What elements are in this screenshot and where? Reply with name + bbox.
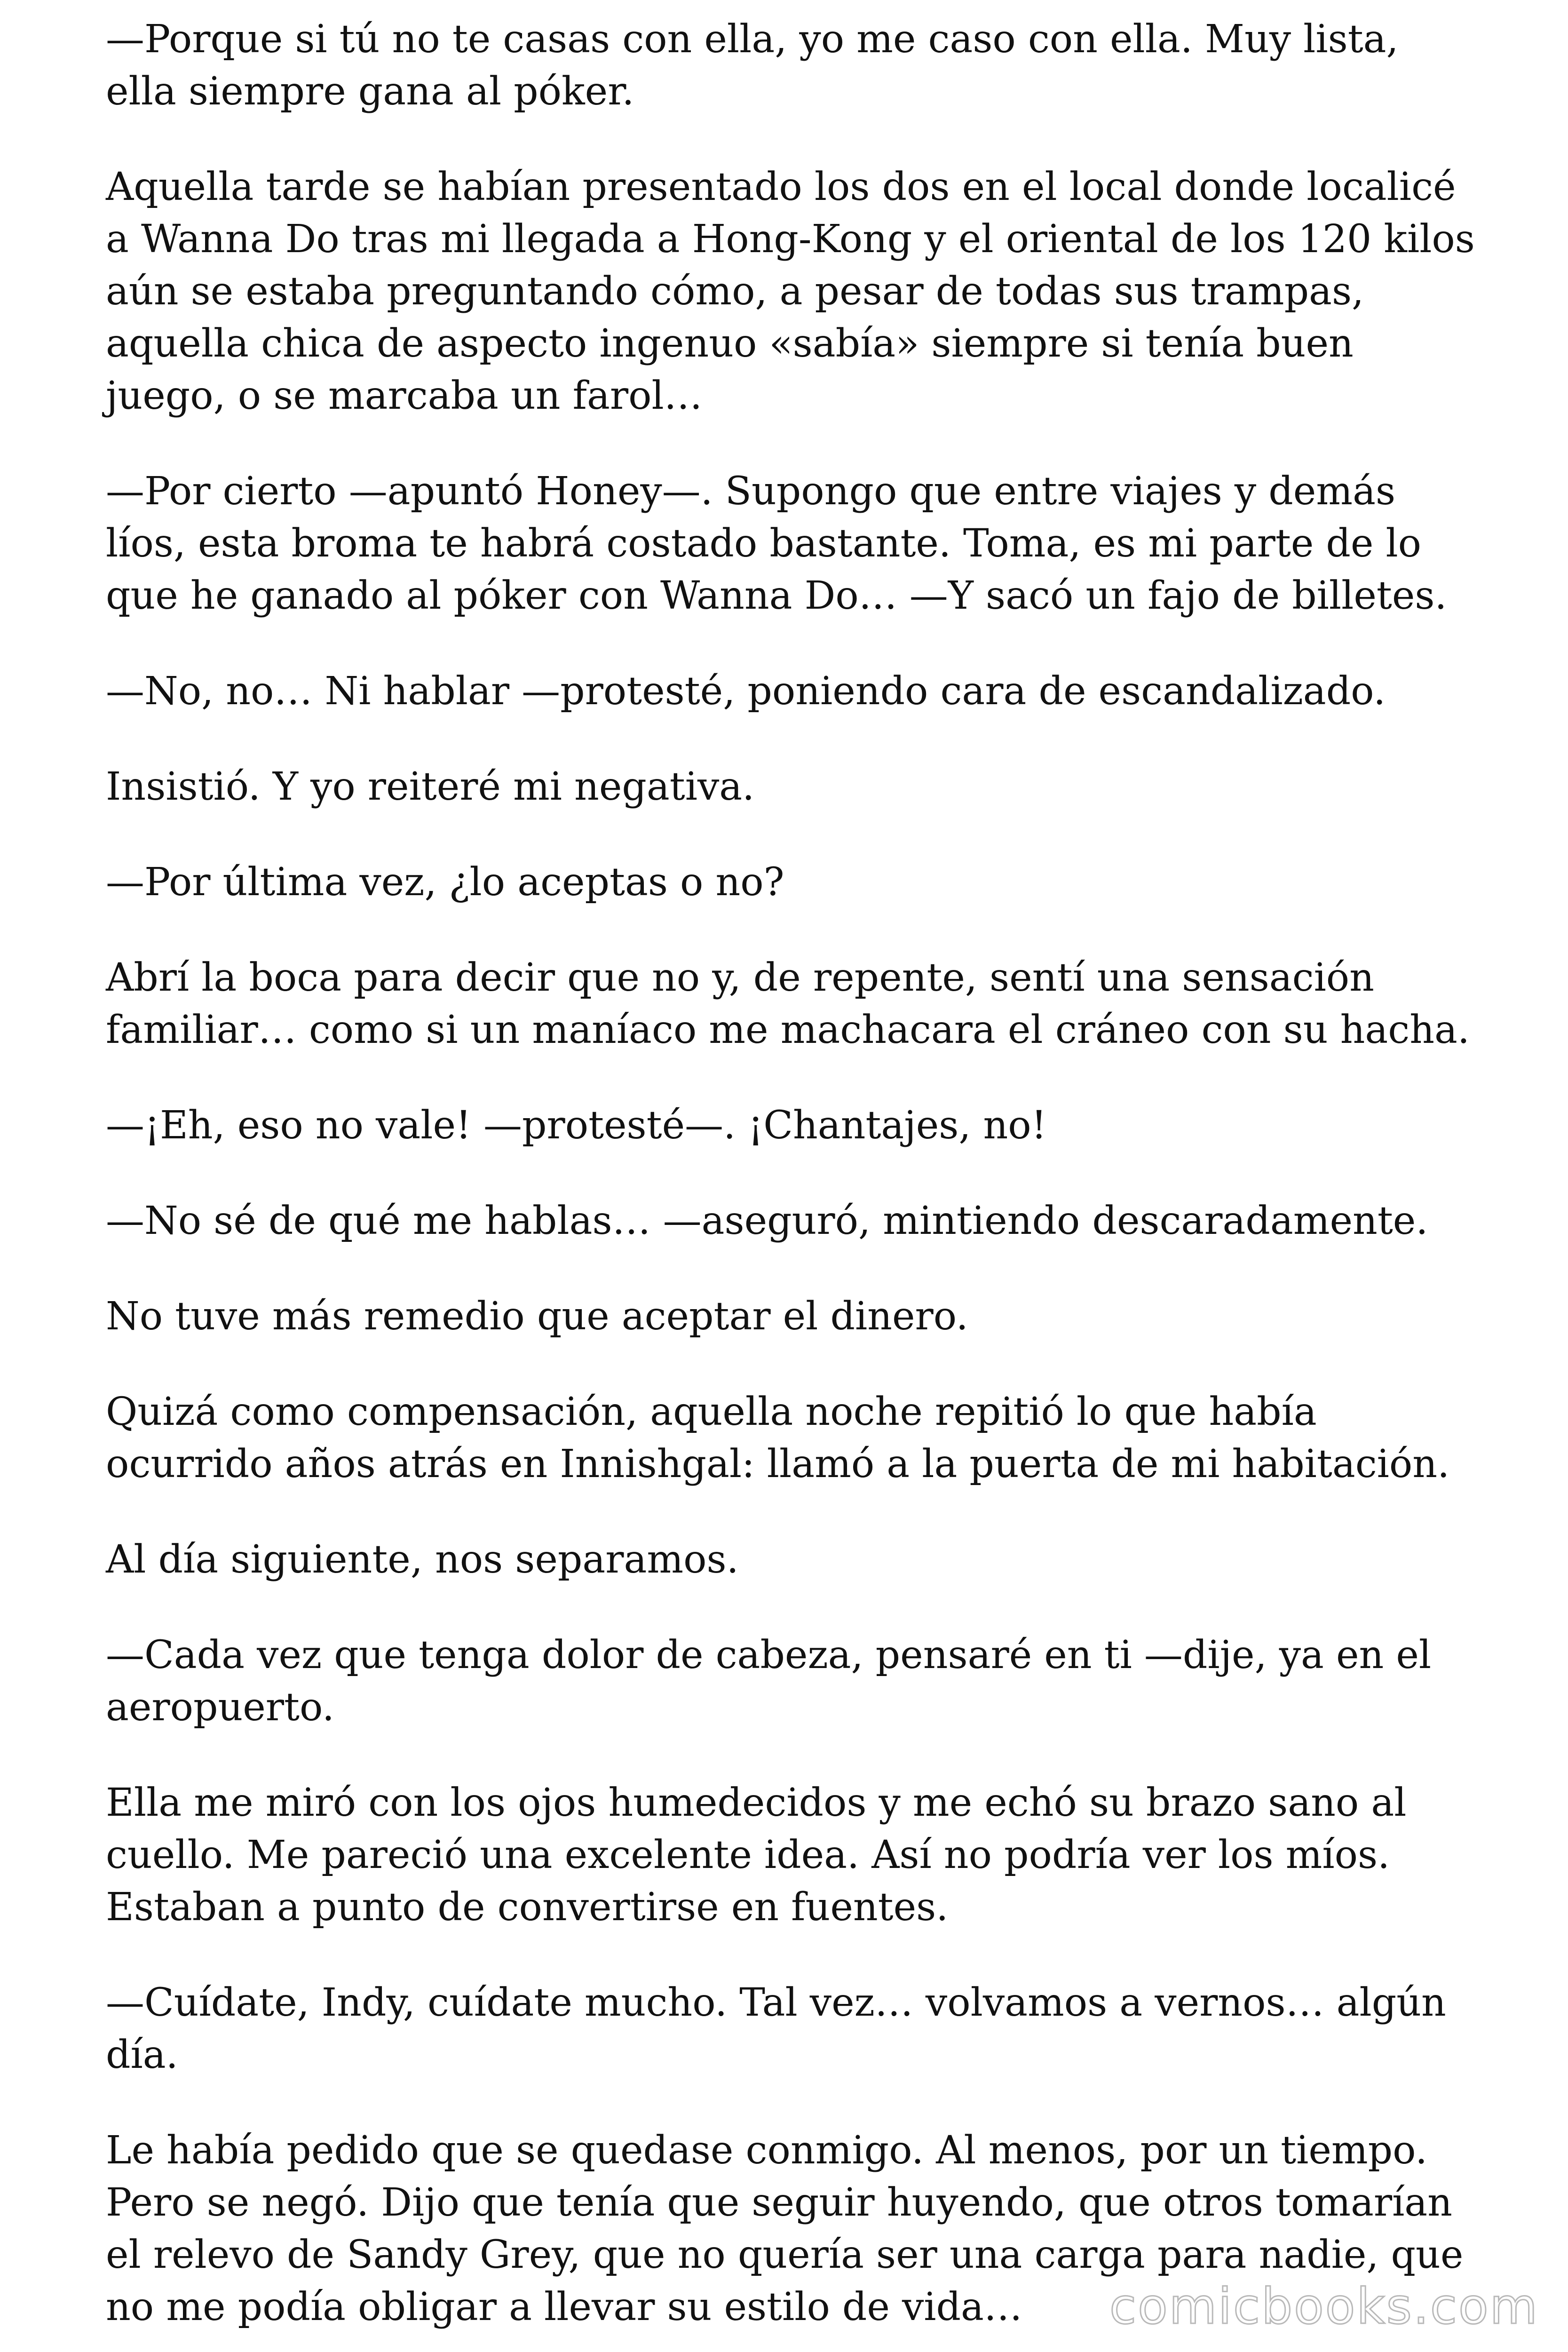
paragraph: —Cuídate, Indy, cuídate mucho. Tal vez… volvamos a vernos… algún día. <box>106 1980 1446 2077</box>
paragraph: Le había pedido que se quedase conmigo. Al menos, por un tiempo. Pero se negó. Dijo que tenía que seguir huyendo, que otros tomarían el relevo de Sandy Grey, que no quería ser una carga para nadie, que no me podía obligar a llevar su estilo de vida… <box>106 2128 1464 2329</box>
paragraph: Quizá como compensación, aquella noche repitió lo que había ocurrido años atrás en Innishgal: llamó a la puerta de mi habitación. <box>106 1390 1450 1486</box>
paragraph: Insistió. Y yo reiteré mi negativa. <box>106 764 755 809</box>
paragraph: Ella me miró con los ojos humedecidos y me echó su brazo sano al cuello. Me pareció una excelente idea. Así no podría ver los míos. Estaban a punto de convertirse en fuentes. <box>106 1780 1407 1930</box>
paragraph: Al día siguiente, nos separamos. <box>106 1537 739 1582</box>
paragraph: Aquella tarde se habían presentado los dos en el local donde localicé a Wanna Do tras mi llegada a Hong-Kong y el oriental de los 120 kilos aún se estaba preguntando cómo, a pesar de todas sus trampas, aquella chica de aspecto ingenuo «sabía» siempre si tenía buen juego, o se marcaba un farol… <box>106 165 1475 418</box>
paragraph: —Por última vez, ¿lo aceptas o no? <box>106 860 784 905</box>
paragraph: —No sé de qué me hablas… —aseguró, mintiendo descaradamente. <box>106 1199 1428 1243</box>
watermark: comicbooks.com <box>1109 2278 1539 2335</box>
paragraph: —Porque si tú no te casas con ella, yo me caso con ella. Muy lista, ella siempre gana al póker. <box>106 17 1399 114</box>
paragraph: No tuve más remedio que aceptar el dinero. <box>106 1294 968 1339</box>
paragraph: —Por cierto —apuntó Honey—. Supongo que entre viajes y demás líos, esta broma te habrá costado bastante. Toma, es mi parte de lo que he ganado al póker con Wanna Do… —Y sacó un fajo de billetes. <box>106 469 1447 618</box>
paragraph: —Cada vez que tenga dolor de cabeza, pensaré en ti —dije, ya en el aeropuerto. <box>106 1633 1432 1730</box>
paragraph: Abrí la boca para decir que no y, de repente, sentí una sensación familiar… como si un maníaco me machacara el cráneo con su hacha. <box>106 955 1470 1052</box>
text-column <box>106 13 1479 2352</box>
paragraph: —¡Eh, eso no vale! —protesté—. ¡Chantajes, no! <box>106 1103 1047 1148</box>
paragraph: —No, no… Ni hablar —protesté, poniendo cara de escandalizado. <box>106 669 1386 714</box>
